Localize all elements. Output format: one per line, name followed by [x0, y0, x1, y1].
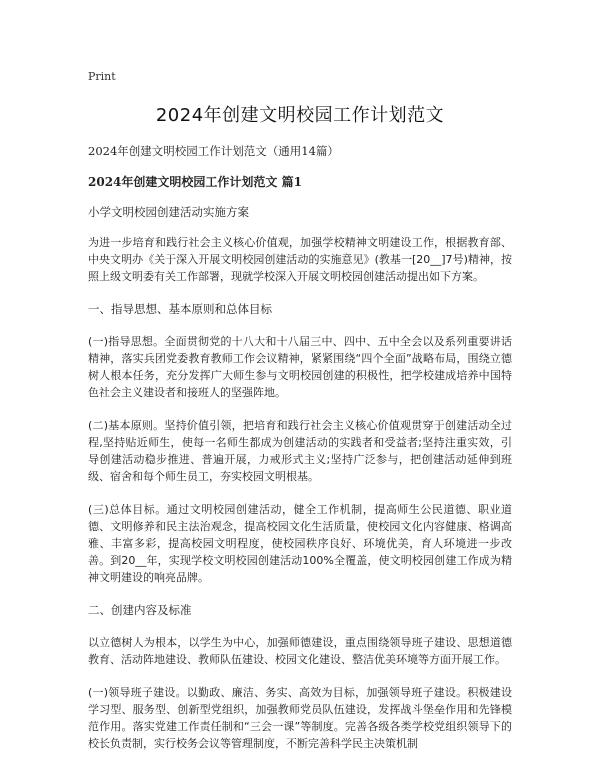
paragraph-overall-goals: (三)总体目标。通过文明校园创建活动，健全工作机制，提高师生公民道德、职业道德、文明修养和民主法治观念，提高校园文化生活质量，使校园文化内容健康、格调高雅、丰富多彩，提高校园文明程度，使校园秩序良好、环境优美，育人环境进一步改善。到20__年，实现学校文明校园创建活动100%全覆盖，使文明校园创建工作成为精神文明建设的响亮品牌。 [88, 503, 512, 584]
paragraph-intro: 为进一步培育和践行社会主义核心价值观，加强学校精神文明建设工作，根据教育部、中央文明办《关于深入开展文明校园创建活动的实施意见》(教基一[20__]7号)精神，按照上级文明委有关工作部署，现就学校深入开展文明校园创建活动提出如下方案。 [88, 236, 512, 283]
paragraph-guiding-thought: (一)指导思想。全面贯彻党的十八大和十八届三中、四中、五中全会以及系列重要讲话精神，落实兵团党委教育教师工作会议精神，紧紧围绕“四个全面”战略布局，围绕立德树人根本任务，充分发挥广大师生参与文明校园创建的积极性，把学校建成培养中国特色社会主义建设者和接班人的坚强阵地。 [88, 335, 512, 399]
document-title: 2024年创建文明校园工作计划范文 [155, 105, 445, 126]
paragraph-content: 以立德树人为根本，以学生为中心，加强师德建设，重点围绕领导班子建设、思想道德教育、活动阵地建设、教师队伍建设、校园文化建设、整洁优美环境等方面开展工作。 [88, 636, 512, 666]
heading-content-standards: 二、创建内容及标准 [88, 603, 192, 617]
print-label[interactable]: Print [88, 70, 116, 83]
paragraph-basic-principles: (二)基本原则。坚持价值引领，把培育和践行社会主义核心价值观贯穿于创建活动全过程,坚持贴近师生，使每一名师生都成为创建活动的实践者和受益者;坚持注重实效，引导创建活动稳步推进、普遍开展，力戒形式主义;坚持广泛参与，把创建活动延伸到班级、宿舍和每个师生员工，夯实校园文明根基。 [88, 419, 512, 483]
document-subtitle: 2024年创建文明校园工作计划范文（通用14篇） [88, 144, 339, 158]
heading-guiding-principles: 一、指导思想、基本原则和总体目标 [88, 302, 272, 316]
paragraph-leadership: (一)领导班子建设。以勤政、廉洁、务实、高效为目标，加强领导班子建设。积极建设学习型、服务型、创新型党组织，加强教师党员队伍建设，发挥战斗堡垒作用和先锋模范作用。落实党建工作责任制和“三会一课”等制度。完善各级各类学校党组织领导下的校长负责制，实行校务会议等管理制度，不断完善科学民主决策机制 [88, 686, 512, 750]
plan-title: 小学文明校园创建活动实施方案 [88, 205, 249, 219]
section-title: 2024年创建文明校园工作计划范文 篇1 [88, 175, 302, 189]
